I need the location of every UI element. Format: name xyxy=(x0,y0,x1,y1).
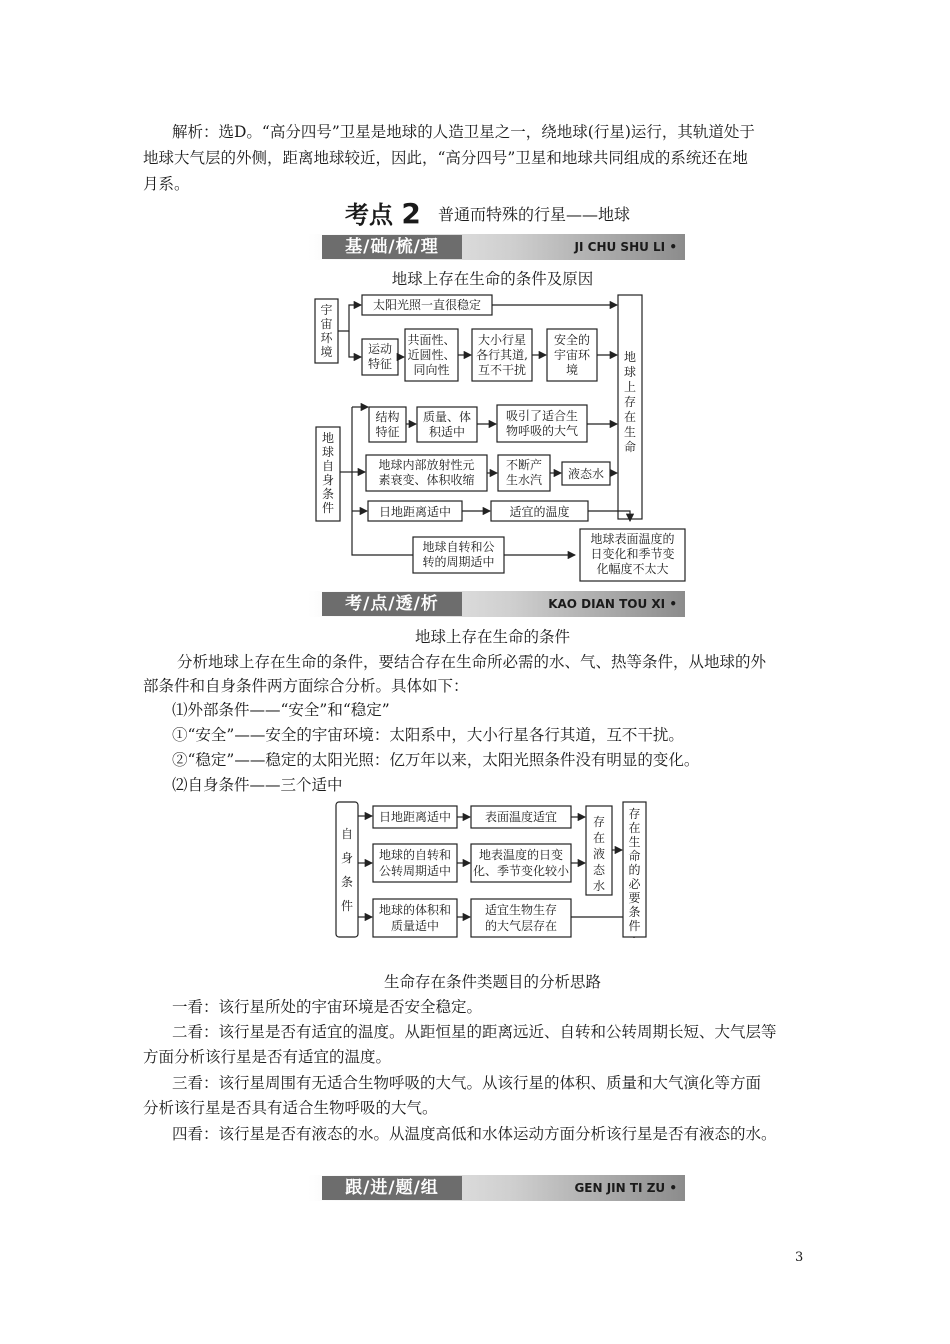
thinking-two-2: 方面分析该行星是否有适宜的温度。 xyxy=(143,1048,392,1066)
life-5: 在 xyxy=(623,410,637,424)
stable-condition: ②“稳定”——稳定的太阳光照：亿万年以来，太阳光照条件没有明显的变化。 xyxy=(172,751,700,769)
tchange-1: 地球表面温度的 xyxy=(590,532,675,546)
liquid-water-text: 液态水 xyxy=(567,467,605,481)
self-1: 自 xyxy=(340,827,354,841)
nec-2: 在 xyxy=(628,821,641,835)
structure-1: 结构 xyxy=(375,410,400,424)
banner-basics-tag: 基/础/梳/理 xyxy=(322,235,462,259)
cosmic-3: 环 xyxy=(320,331,333,345)
earth-4: 身 xyxy=(321,473,335,487)
intro-line-3: 月系。 xyxy=(143,175,190,193)
life-7: 命 xyxy=(623,440,637,454)
planets-2: 各行其道, xyxy=(476,348,528,362)
sunlight-text: 太阳光照一直很稳定 xyxy=(372,298,482,312)
banner-follow-pinyin: GEN JIN TI ZU • xyxy=(574,1181,677,1195)
sun-distance-text: 日地距离适中 xyxy=(378,505,452,519)
r3b-2: 的大气层存在 xyxy=(484,919,558,933)
rotation-1: 地球自转和公 xyxy=(422,540,495,554)
mass-1: 质量、体 xyxy=(422,410,472,424)
banner-basics xyxy=(300,234,685,260)
r2b-2: 化、季节变化较小 xyxy=(472,864,570,878)
analysis-para-2: 部条件和自身条件两方面综合分析。具体如下： xyxy=(143,677,469,695)
nec-5: 的 xyxy=(628,863,641,877)
orbit-3: 同向性 xyxy=(413,363,450,377)
earth-2: 球 xyxy=(321,445,335,459)
self-conditions-diagram xyxy=(330,798,660,944)
life-6: 生 xyxy=(623,425,637,439)
r1b-text: 表面温度适宜 xyxy=(484,810,558,824)
safe-1: 安全的 xyxy=(553,333,591,347)
analysis-heading: 地球上存在生命的条件 xyxy=(414,628,570,646)
thinking-four: 四看：该行星是否有液态的水。从温度高低和水体运动方面分析该行星是否有液态的水。 xyxy=(172,1125,777,1143)
safe-3: 境 xyxy=(565,363,579,377)
intro-line-2: 地球大气层的外侧，距离地球较近，因此，“高分四号”卫星和地球共同组成的系统还在地 xyxy=(143,149,748,167)
nec-7: 要 xyxy=(628,891,641,905)
thinking-one: 一看：该行星所处的宇宙环境是否安全稳定。 xyxy=(172,998,483,1016)
temperature-text: 适宜的温度 xyxy=(509,505,570,519)
banner-follow-tag: 跟/进/题/组 xyxy=(322,1176,462,1200)
nec-8: 条 xyxy=(628,905,641,919)
orbit-2: 近圆性、 xyxy=(407,348,456,362)
atmos-2: 物呼吸的大气 xyxy=(505,424,579,438)
water-4: 态 xyxy=(592,863,606,877)
self-2: 身 xyxy=(340,851,354,865)
earth-3: 自 xyxy=(321,459,335,473)
radio-1: 地球内部放射性元 xyxy=(378,458,475,472)
intro-line-1: 解析：选D。“高分四号”卫星是地球的人造卫星之一，绕地球(行星)运行，其轨道处于 xyxy=(172,123,755,141)
cosmic-2: 宙 xyxy=(320,317,333,331)
diagram1-title: 地球上存在生命的条件及原因 xyxy=(391,270,594,288)
water-2: 在 xyxy=(592,831,606,845)
life-1: 地 xyxy=(623,350,637,364)
vapor-1: 不断产 xyxy=(505,458,543,472)
water-1: 存 xyxy=(592,815,606,829)
motion-2: 特征 xyxy=(367,357,393,371)
r2a-1: 地球的自转和 xyxy=(378,848,452,862)
cosmic-4: 境 xyxy=(320,345,333,359)
self-conditions: ⑵自身条件——三个适中 xyxy=(172,776,343,794)
safe-condition: ①“安全”——安全的宇宙环境：太阳系中，大小行星各行其道，互不干扰。 xyxy=(172,726,684,744)
nec-9: 件 xyxy=(628,919,641,933)
thinking-three-1: 三看：该行星周围有无适合生物呼吸的大气。从该行星的体积、质量和大气演化等方面 xyxy=(172,1074,762,1092)
life-3: 上 xyxy=(623,380,637,394)
banner-analysis-pinyin: KAO DIAN TOU XI • xyxy=(548,597,677,611)
structure-2: 特征 xyxy=(375,425,400,439)
r3a-2: 质量适中 xyxy=(390,919,440,933)
thinking-three-2: 分析该行星是否具有适合生物呼吸的大气。 xyxy=(143,1099,438,1117)
self-box xyxy=(336,802,358,937)
page-number: 3 xyxy=(795,1250,804,1265)
orbit-1: 共面性、 xyxy=(407,333,456,347)
earth-5: 条 xyxy=(321,487,335,501)
mass-2: 积适中 xyxy=(428,425,466,439)
external-conditions: ⑴外部条件——“安全”和“稳定” xyxy=(172,701,390,719)
tchange-2: 日变化和季节变 xyxy=(590,547,675,561)
life-2: 球 xyxy=(623,365,637,379)
cosmic-1: 宇 xyxy=(320,303,333,317)
section-subtitle: 普通而特殊的行星——地球 xyxy=(438,205,631,224)
nec-6: 必 xyxy=(628,877,641,891)
earth-6: 件 xyxy=(321,501,335,515)
banner-analysis-tag: 考/点/透/析 xyxy=(322,592,462,616)
tchange-3: 化幅度不太大 xyxy=(596,562,669,576)
atmos-1: 吸引了适合生 xyxy=(505,409,579,423)
r3a-1: 地球的体积和 xyxy=(378,903,452,917)
radio-2: 素衰变、体积收缩 xyxy=(378,473,475,487)
r2b-1: 地表温度的日变 xyxy=(478,848,564,862)
planets-3: 互不干扰 xyxy=(477,363,527,377)
thinking-two-1: 二看：该行星是否有适宜的温度。从距恒星的距离远近、自转和公转周期长短、大气层等 xyxy=(172,1023,777,1041)
nec-4: 命 xyxy=(628,849,641,863)
banner-analysis xyxy=(300,591,685,617)
life-4: 存 xyxy=(623,395,637,409)
analysis-para-1: 分析地球上存在生命的条件，要结合存在生命所必需的水、气、热等条件，从地球的外 xyxy=(177,653,767,671)
r3b-1: 适宜生物生存 xyxy=(484,903,558,917)
rotation-2: 转的周期适中 xyxy=(422,555,495,569)
nec-3: 生 xyxy=(628,835,641,849)
thinking-heading: 生命存在条件类题目的分析思路 xyxy=(383,973,601,991)
earth-1: 地 xyxy=(321,431,335,445)
self-3: 条 xyxy=(340,875,354,889)
r2a-2: 公转周期适中 xyxy=(378,864,452,878)
banner-basics-pinyin: JI CHU SHU LI • xyxy=(574,240,677,254)
r1a-text: 日地距离适中 xyxy=(378,810,452,824)
banner-follow xyxy=(300,1175,685,1201)
safe-2: 宇宙环 xyxy=(553,348,591,362)
vapor-2: 生水汽 xyxy=(505,473,543,487)
nec-1: 存 xyxy=(628,807,641,821)
water-3: 液 xyxy=(592,847,606,861)
life-conditions-diagram xyxy=(300,290,700,586)
planets-1: 大小行星 xyxy=(477,333,527,347)
water-5: 水 xyxy=(592,879,606,893)
section-number xyxy=(345,198,421,231)
section-label: 考点 xyxy=(345,201,393,229)
motion-1: 运动 xyxy=(367,342,393,356)
section-index: 2 xyxy=(401,197,421,230)
self-4: 件 xyxy=(340,899,354,913)
